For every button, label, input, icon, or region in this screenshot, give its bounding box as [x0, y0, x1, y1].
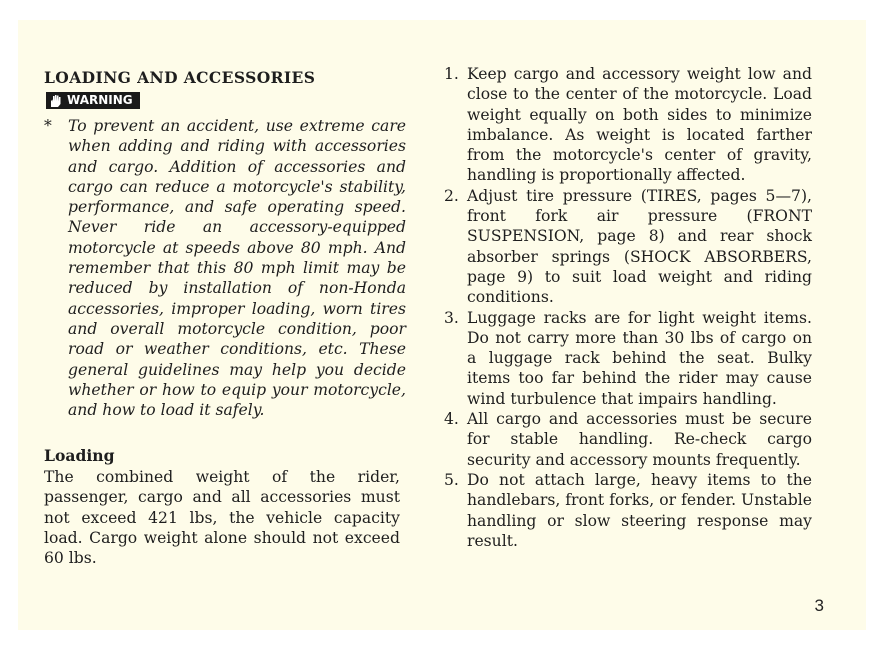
list-item-number: 5.: [444, 470, 459, 489]
loading-subheading: Loading: [44, 446, 115, 465]
list-item-number: 1.: [444, 65, 459, 83]
list-item: [444, 186, 812, 308]
warning-badge: [46, 92, 140, 109]
section-heading: LOADING AND ACCESSORIES: [44, 68, 316, 87]
list-item-number: 3.: [444, 308, 459, 327]
list-item: [444, 308, 812, 409]
warning-asterisk: *: [44, 117, 52, 135]
list-item-text: Do not attach large, heavy items to the handlebars, front forks, or fender. Unstable handling or slow steering response may result.: [467, 470, 812, 550]
hand-warning-icon: [49, 94, 64, 108]
loading-paragraph: The combined weight of the rider, passenger, cargo and all accessories must not exceed 421 lbs, the vehicle capacity load. Cargo weight alone should not exceed 60 lbs.: [44, 468, 400, 568]
page-number: 3: [814, 596, 824, 615]
list-item: [444, 64, 812, 186]
list-item-number: 4.: [444, 410, 459, 429]
loading-guidelines-list: [444, 64, 812, 551]
warning-label: WARNING: [67, 93, 133, 107]
list-item-number: 2.: [444, 186, 459, 205]
list-item-text: All cargo and accessories must be secure for stable handling. Re-check cargo security and accessory mounts frequently.: [467, 410, 812, 469]
list-item: [444, 470, 812, 551]
list-item-text: Keep cargo and accessory weight low and close to the center of the motorcycle. Load weight equally on both sides to minimize imbalance. As weight is located farther from the motorcycle's center of gravity, handling is proportionally affected.: [467, 65, 812, 185]
manual-page: [18, 20, 866, 630]
list-item: [444, 409, 812, 470]
list-item-text: Luggage racks are for light weight items. Do not carry more than 30 lbs of cargo on a luggage rack behind the seat. Bulky items too far behind the rider may cause wind turbulence that impairs handling.: [467, 308, 812, 408]
warning-text: To prevent an accident, use extreme care when adding and riding with accessories and cargo. Addition of accessories and cargo can reduce a motorcycle's stability, performance, and safe operating speed. Never ride an accessory-equipped motorcycle at speeds above 80 mph. And remember that this 80 mph limit may be reduced by installation of non-Honda accessories, improper loading, worn tires and overall motorcycle condition, poor road or weather conditions, etc. These general guidelines may help you decide whether or how to equip your motorcycle, and how to load it safely.: [68, 117, 406, 420]
list-item-text: Adjust tire pressure (TIRES, pages 5—7), front fork air pressure (FRONT SUSPENSION, page 8) and rear shock absorber springs (SHOCK ABSORBERS, page 9) to suit load weight and riding conditions.: [467, 186, 812, 307]
